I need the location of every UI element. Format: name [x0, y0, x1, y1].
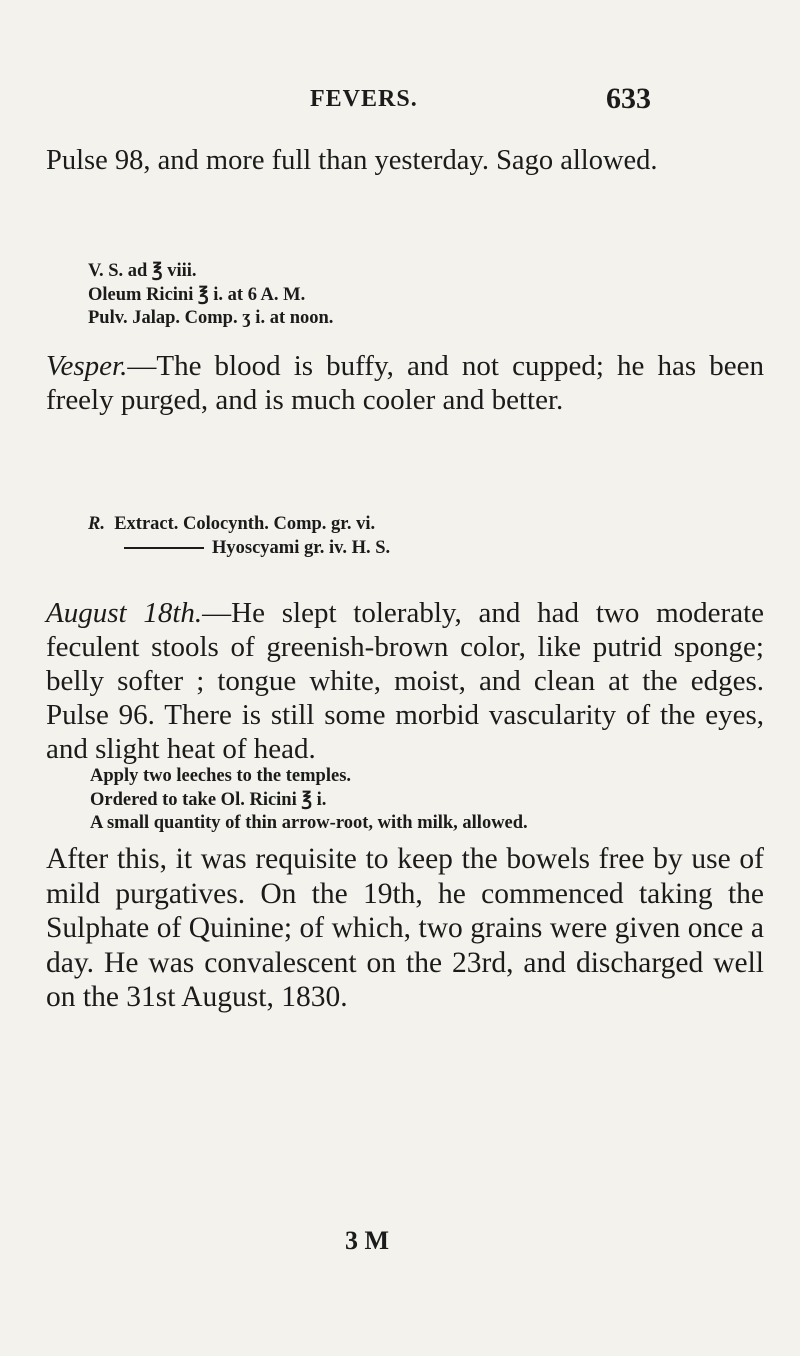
recipe-symbol: R. — [88, 514, 105, 534]
paragraph-lead: August — [46, 597, 127, 629]
paragraph-lead: Vesper. — [46, 350, 128, 382]
prescription-line: V. S. ad ℥ viii. — [88, 261, 197, 281]
prescription-line: Oleum Ricini ℥ i. at 6 A. M. — [88, 284, 306, 305]
paragraph-text: —The blood is buffy, and not cupped; he has been freely purged, and is much cooler and better. — [46, 350, 764, 416]
prescription-line: Pulv. Jalap. Comp. ʒ i. at noon. — [88, 308, 334, 328]
signature-mark: 3 M — [345, 1226, 390, 1255]
prescription-line: Apply two leeches to the temples. — [90, 766, 352, 786]
prescription-line: Ordered to take Ol. Ricini ℥ i. — [90, 789, 327, 810]
page-header — [0, 82, 800, 126]
prescription-line — [88, 537, 748, 561]
ditto-dash — [124, 547, 204, 549]
running-title: FEVERS. — [310, 86, 418, 112]
prescription-line: A small quantity of thin arrow-root, with milk, allowed. — [90, 813, 528, 833]
paragraph-date: 18th. — [143, 597, 203, 629]
paragraph-august-18 — [46, 596, 764, 766]
page-number: 633 — [606, 82, 651, 115]
prescription-text: Extract. Colocynth. Comp. gr. vi. — [114, 514, 376, 534]
paragraph-text: —He slept tolerably, and had two moderate feculent stools of greenish-brown color, like putrid sponge; belly softer ; tongue white, moist, and clean at the edges. Pulse 96. There is still some morbid vascularity of the eyes, and slight heat of head. — [46, 597, 764, 765]
prescription-block-3 — [90, 765, 750, 836]
paragraph-vesper — [46, 349, 764, 417]
paragraph-convalescence — [46, 842, 764, 1015]
paragraph-text: After this, it was requisite to keep the bowels free by use of mild purgatives. On the 19th, he commenced taking the Sulphate of Quinine; of which, two grains were given once a day. He was convalescent on the 23rd, and discharged well on the 31st August, 1830. — [46, 843, 764, 1013]
paragraph-text: Pulse 98, and more full than yesterday. Sago allowed. — [46, 145, 658, 176]
prescription-block-2 — [88, 513, 748, 560]
paragraph-pulse — [46, 144, 764, 178]
prescription-block-1 — [88, 260, 748, 331]
prescription-line — [88, 513, 748, 537]
prescription-text: Hyoscyami gr. iv. H. S. — [212, 537, 391, 558]
